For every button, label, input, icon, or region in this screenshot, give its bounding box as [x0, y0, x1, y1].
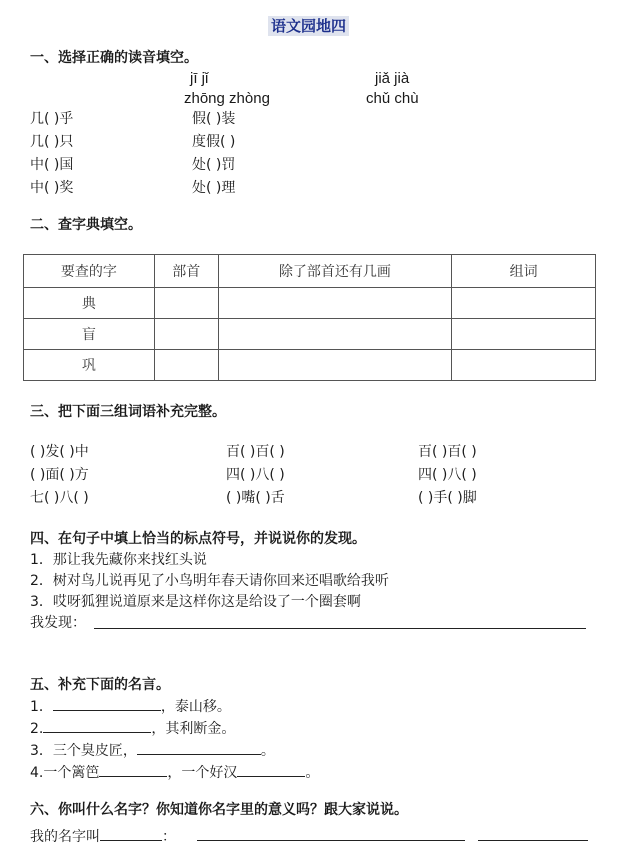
proverb-4-blank-2[interactable]	[237, 763, 305, 777]
table-header-row	[24, 255, 596, 288]
discover-label: 我发现：	[30, 615, 86, 631]
table-row	[24, 319, 596, 350]
sentence-2: 2．树对鸟儿说再见了小鸟明年春天请你回来还唱歌给我听	[30, 573, 389, 589]
dictionary-table	[23, 254, 596, 381]
fill-item-chu-li[interactable]: 处( )理	[192, 180, 236, 196]
section-2-heading: 二、查字典填空。	[30, 217, 142, 233]
proverb-4-prefix: 4.一个篱笆	[30, 765, 100, 781]
table-row	[24, 288, 596, 319]
radical-cell[interactable]	[154, 319, 218, 350]
proverb-3	[30, 741, 275, 760]
meaning-answer-line-2[interactable]	[478, 840, 588, 841]
proverb-4	[30, 763, 319, 782]
section-5-heading: 五、补充下面的名言。	[30, 677, 170, 693]
section-4-heading: 四、在句子中填上恰当的标点符号，并说说你的发现。	[30, 531, 366, 547]
proverb-4-blank-1[interactable]	[99, 763, 167, 777]
proverb-1-suffix: ，泰山移。	[160, 699, 231, 715]
idiom-fill-1-1[interactable]: ( )发( )中	[30, 444, 89, 460]
idiom-fill-2-3[interactable]: 四( )八( )	[418, 467, 477, 483]
proverb-4-mid: ，一个好汉	[167, 765, 238, 781]
proverb-1-blank[interactable]	[53, 697, 161, 711]
char-cell: 盲	[24, 319, 155, 350]
fill-item-du-jia[interactable]: 度假( )	[192, 134, 236, 150]
name-line	[30, 827, 176, 844]
sentence-3: 3．哎呀狐狸说道原来是这样你这是给设了一个圈套啊	[30, 594, 361, 610]
section-1-heading: 一、选择正确的读音填空。	[30, 50, 198, 66]
strokes-cell[interactable]	[218, 288, 452, 319]
section-3-heading: 三、把下面三组词语补充完整。	[30, 404, 226, 420]
proverb-2-number: 2.	[30, 721, 44, 737]
discover-answer-line[interactable]	[94, 628, 586, 629]
col-header-char: 要查的字	[24, 255, 155, 288]
meaning-answer-line-1[interactable]	[197, 840, 465, 841]
proverb-3-prefix: 3．三个臭皮匠，	[30, 743, 137, 759]
proverb-3-suffix: 。	[260, 743, 275, 759]
idiom-fill-3-2[interactable]: ( )嘴( )舌	[226, 490, 285, 506]
words-cell[interactable]	[452, 288, 596, 319]
idiom-fill-2-1[interactable]: ( )面( )方	[30, 467, 89, 483]
table-row	[24, 350, 596, 381]
idiom-fill-3-3[interactable]: ( )手( )脚	[418, 490, 477, 506]
col-header-radical: 部首	[154, 255, 218, 288]
idiom-fill-1-2[interactable]: 百( )百( )	[226, 444, 285, 460]
words-cell[interactable]	[452, 350, 596, 381]
proverb-1	[30, 697, 231, 716]
proverb-2	[30, 719, 235, 738]
proverb-2-suffix: ，其利断金。	[151, 721, 236, 737]
idiom-fill-1-3[interactable]: 百( )百( )	[418, 444, 477, 460]
idiom-fill-3-1[interactable]: 七( )八( )	[30, 490, 89, 506]
proverb-1-number: 1．	[30, 699, 53, 715]
fill-item-ji-zhi[interactable]: 几( )只	[30, 134, 74, 150]
char-cell: 典	[24, 288, 155, 319]
strokes-cell[interactable]	[218, 319, 452, 350]
proverb-4-suffix: 。	[305, 765, 320, 781]
proverb-2-blank[interactable]	[43, 719, 151, 733]
proverb-3-blank[interactable]	[137, 741, 261, 755]
idiom-fill-2-2[interactable]: 四( )八( )	[226, 467, 285, 483]
col-header-strokes: 除了部首还有几画	[218, 255, 452, 288]
radical-cell[interactable]	[154, 350, 218, 381]
radical-cell[interactable]	[154, 288, 218, 319]
section-6-heading: 六、你叫什么名字？你知道你名字里的意义吗？跟大家说说。	[30, 802, 408, 818]
name-blank[interactable]	[100, 827, 162, 841]
char-cell: 巩	[24, 350, 155, 381]
words-cell[interactable]	[452, 319, 596, 350]
pinyin-jia-options: jiǎ jià	[375, 70, 410, 87]
pinyin-zhong-options: zhōng zhòng	[184, 90, 270, 107]
fill-item-zhong-guo[interactable]: 中( )国	[30, 157, 74, 173]
pinyin-ji-options: jī jǐ	[190, 70, 209, 87]
name-separator: ：	[162, 829, 176, 844]
col-header-words: 组词	[452, 255, 596, 288]
fill-item-ji-hu[interactable]: 几( )乎	[30, 111, 74, 127]
sentence-1: 1．那让我先藏你来找红头说	[30, 552, 207, 568]
fill-item-chu-fa[interactable]: 处( )罚	[192, 157, 236, 173]
pinyin-chu-options: chǔ chù	[366, 90, 419, 107]
page-title: 语文园地四	[268, 16, 349, 36]
strokes-cell[interactable]	[218, 350, 452, 381]
fill-item-zhong-jiang[interactable]: 中( )奖	[30, 180, 74, 196]
name-label: 我的名字叫	[30, 829, 100, 844]
fill-item-jia-zhuang[interactable]: 假( )装	[192, 111, 236, 127]
